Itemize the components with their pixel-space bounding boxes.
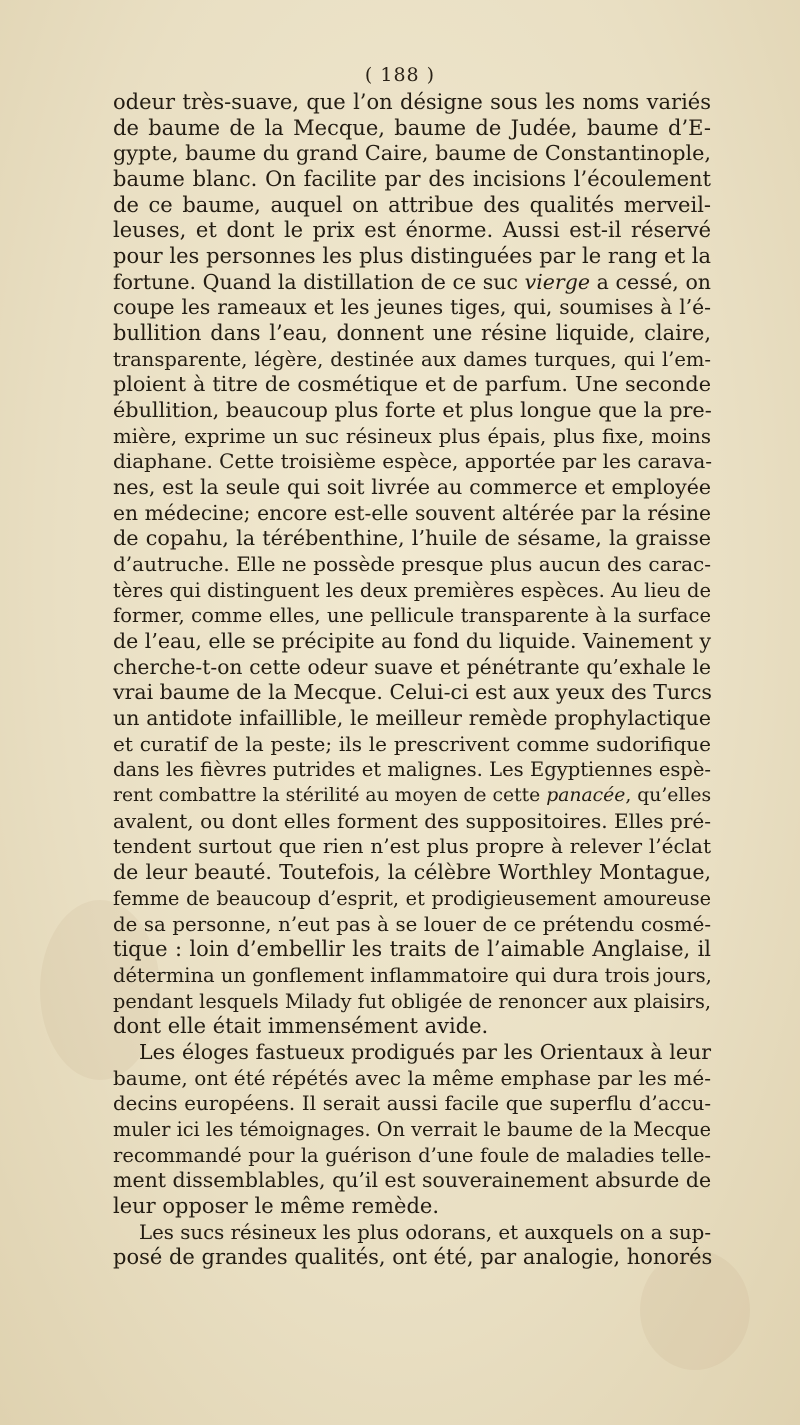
text-line: posé de grandes qualités, ont été, par analogie, honorés [113,1245,713,1270]
text-line: de copahu, la térébenthine, l’huile de sésame, la graisse [113,526,711,551]
text-line: recommandé pour la guérison d’une foule de maladies telle- [113,1143,711,1167]
page-number: ( 188 ) [364,64,436,86]
text-line: transparente, légère, destinée aux dames turques, qui l’em- [113,347,711,371]
text-line: avalent, ou dont elles forment des suppositoires. Elles pré- [113,808,711,833]
text-line: de sa personne, n’eut pas à se louer de ce prétendu cosmé- [113,912,711,936]
text-line: nes, est la seule qui soit livrée au commerce et employée [113,475,711,500]
text-line: Les éloges fastueux prodigués par les Orientaux à leur [139,1039,711,1064]
text-line: dont elle était immensément avide. [113,1014,489,1039]
italic-word: vierge [524,269,590,294]
text-line: cherche-t-on cette odeur suave et pénétrante qu’exhale le [113,654,711,679]
text-line: former, comme elles, une pellicule transparente à la surface [113,604,711,628]
text-line: mière, exprime un suc résineux plus épais, plus fixe, moins [113,424,711,448]
text-line: dans les fièvres putrides et malignes. Les Egyptiennes espè- [113,758,711,782]
text-line: gypte, baume du grand Caire, baume de Constantinople, [113,141,711,166]
text-line: diaphane. Cette troisième espèce, apportée par les carava- [113,449,713,474]
text-line: baume, ont été répétés avec la même emphase par les mé- [113,1065,711,1090]
body-text [113,90,711,1271]
text-line: decins européens. Il serait aussi facile que superflu d’accu- [113,1092,711,1116]
text-line: un antidote infaillible, le meilleur remède prophylactique [113,706,711,731]
text-line: fortune. Quand la distillation de ce suc vierge a cessé, on [113,269,711,294]
text-line: tendent surtout que rien n’est plus propre à relever l’éclat [113,834,711,859]
text-line: tique : loin d’embellir les traits de l’aimable Anglaise, il [113,937,711,962]
text-line: bullition dans l’eau, donnent une résine liquide, claire, [113,321,711,346]
text-line: femme de beaucoup d’esprit, et prodigieusement amoureuse [113,886,711,910]
text-line: leuses, et dont le prix est énorme. Aussi est-il réservé [113,218,711,243]
text-line: d’autruche. Elle ne possède presque plus aucun des carac- [113,552,711,577]
text-line: et curatif de la peste; ils le prescrivent comme sudorifique [113,731,711,756]
text-line: en médecine; encore est-elle souvent altérée par la résine [113,500,711,525]
text-line: de l’eau, elle se précipite au fond du liquide. Vainement y [113,629,712,654]
text-line: de ce baume, auquel on attribue des qualités merveil- [113,192,711,217]
italic-word: panacée [546,785,626,807]
text-line: Les sucs résineux les plus odorans, et auxquels on a sup- [139,1220,711,1244]
text-line: de baume de la Mecque, baume de Judée, baume d’E- [113,115,711,140]
text-line: détermina un gonflement inflammatoire qui dura trois jours, [113,963,712,987]
text-line: leur opposer le même remède. [113,1193,440,1218]
text-line: rent combattre la stérilité au moyen de cette panacée, qu’elles [113,785,712,807]
text-line: tères qui distinguent les deux premières espèces. Au lieu de [113,578,711,602]
text-line: coupe les rameaux et les jeunes tiges, qui, soumises à l’é- [113,295,711,320]
text-line: pour les personnes les plus distinguées par le rang et la [113,244,711,269]
text-line: ébullition, beaucoup plus forte et plus longue que la pre- [113,398,712,423]
text-line: ment dissemblables, qu’il est souverainement absurde de [113,1168,712,1193]
text-line: muler ici les témoignages. On verrait le baume de la Mecque [113,1117,711,1141]
text-line: de leur beauté. Toutefois, la célèbre Worthley Montague, [113,860,711,885]
text-line: odeur très-suave, que l’on désigne sous les noms variés [113,90,711,114]
text-line: pendant lesquels Milady fut obligée de renoncer aux plaisirs, [113,989,712,1013]
text-line: baume blanc. On facilite par des incisions l’écoulement [113,167,711,192]
text-line: ploient à titre de cosmétique et de parfum. Une seconde [113,372,711,397]
text-line: vrai baume de la Mecque. Celui-ci est aux yeux des Turcs [113,680,712,705]
